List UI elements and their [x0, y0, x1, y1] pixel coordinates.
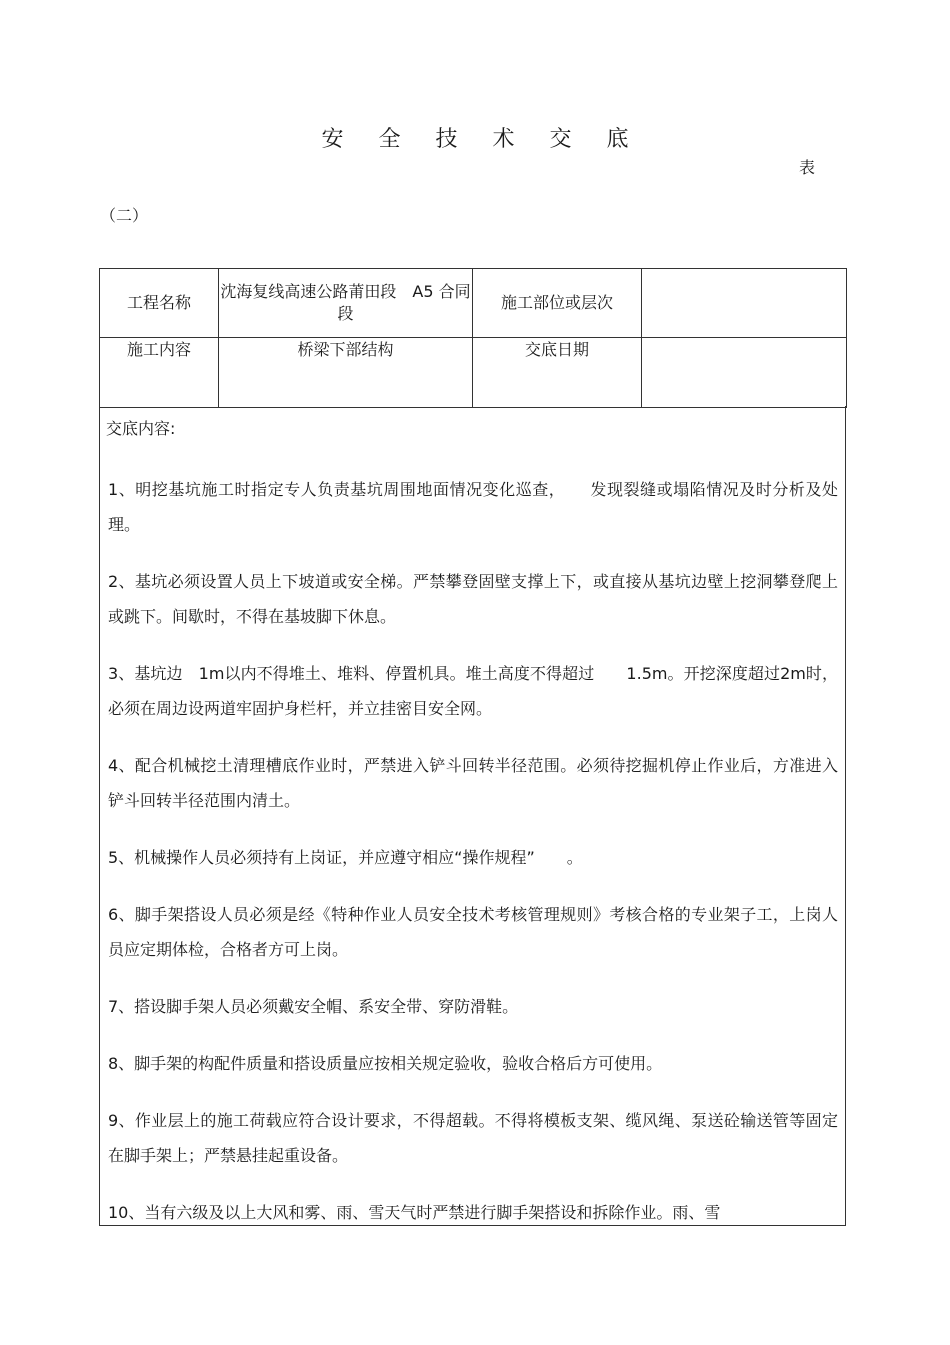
info-table: [99, 268, 847, 408]
list-item: 9、作业层上的施工荷载应符合设计要求，不得超载。不得将模板支架、缆风绳、泵送砼输送管等固定在脚手架上；严禁悬挂起重设备。: [108, 1111, 838, 1165]
handover-date-value: [642, 338, 847, 408]
table-row: [100, 338, 847, 408]
construction-content-label: 施工内容: [100, 338, 219, 408]
document-title: 安 全 技 术 交 底: [321, 127, 643, 152]
form-label: 表: [799, 158, 816, 177]
list-item: 1、明挖基坑施工时指定专人负责基坑周围地面情况变化巡查， 发现裂缝或塌陷情况及时分析及处理。: [108, 480, 838, 534]
handover-date-label: 交底日期: [473, 338, 642, 408]
list-item: 2、基坑必须设置人员上下坡道或安全梯。严禁攀登固壁支撑上下，或直接从基坑边壁上挖洞攀登爬上或跳下。间歇时，不得在基坡脚下休息。: [108, 572, 838, 626]
location-label: 施工部位或层次: [473, 269, 642, 338]
list-item: 6、脚手架搭设人员必须是经《特种作业人员安全技术考核管理规则》考核合格的专业架子工，上岗人员应定期体检，合格者方可上岗。: [108, 905, 838, 959]
handover-content-label: 交底内容:: [106, 419, 176, 438]
list-item: 7、搭设脚手架人员必须戴安全帽、系安全带、穿防滑鞋。: [108, 997, 519, 1016]
list-item: 5、机械操作人员必须持有上岗证，并应遵守相应“操作规程” 。: [108, 848, 583, 867]
handover-items: [108, 472, 838, 1226]
location-value: [642, 269, 847, 338]
construction-content-value: 桥梁下部结构: [219, 338, 473, 408]
section-number: （二）: [100, 206, 149, 225]
table-row: [100, 269, 847, 338]
list-item: 8、脚手架的构配件质量和搭设质量应按相关规定验收，验收合格后方可使用。: [108, 1054, 663, 1073]
project-name-label: 工程名称: [100, 269, 219, 338]
list-item: 4、配合机械挖土清理槽底作业时，严禁进入铲斗回转半径范围。必须待挖掘机停止作业后，方准进入铲斗回转半径范围内清土。: [108, 756, 838, 810]
handover-content-box: [99, 406, 846, 1226]
project-name-value: 沈海复线高速公路莆田段 A5 合同段: [219, 269, 473, 338]
list-item: 10、当有六级及以上大风和雾、雨、雪天气时严禁进行脚手架搭设和拆除作业。雨、雪: [108, 1203, 721, 1222]
list-item: 3、基坑边 1m以内不得堆土、堆料、停置机具。堆土高度不得超过 1.5m。开挖深度超过2m时，必须在周边设两道牢固护身栏杆，并立挂密目安全网。: [108, 664, 838, 718]
